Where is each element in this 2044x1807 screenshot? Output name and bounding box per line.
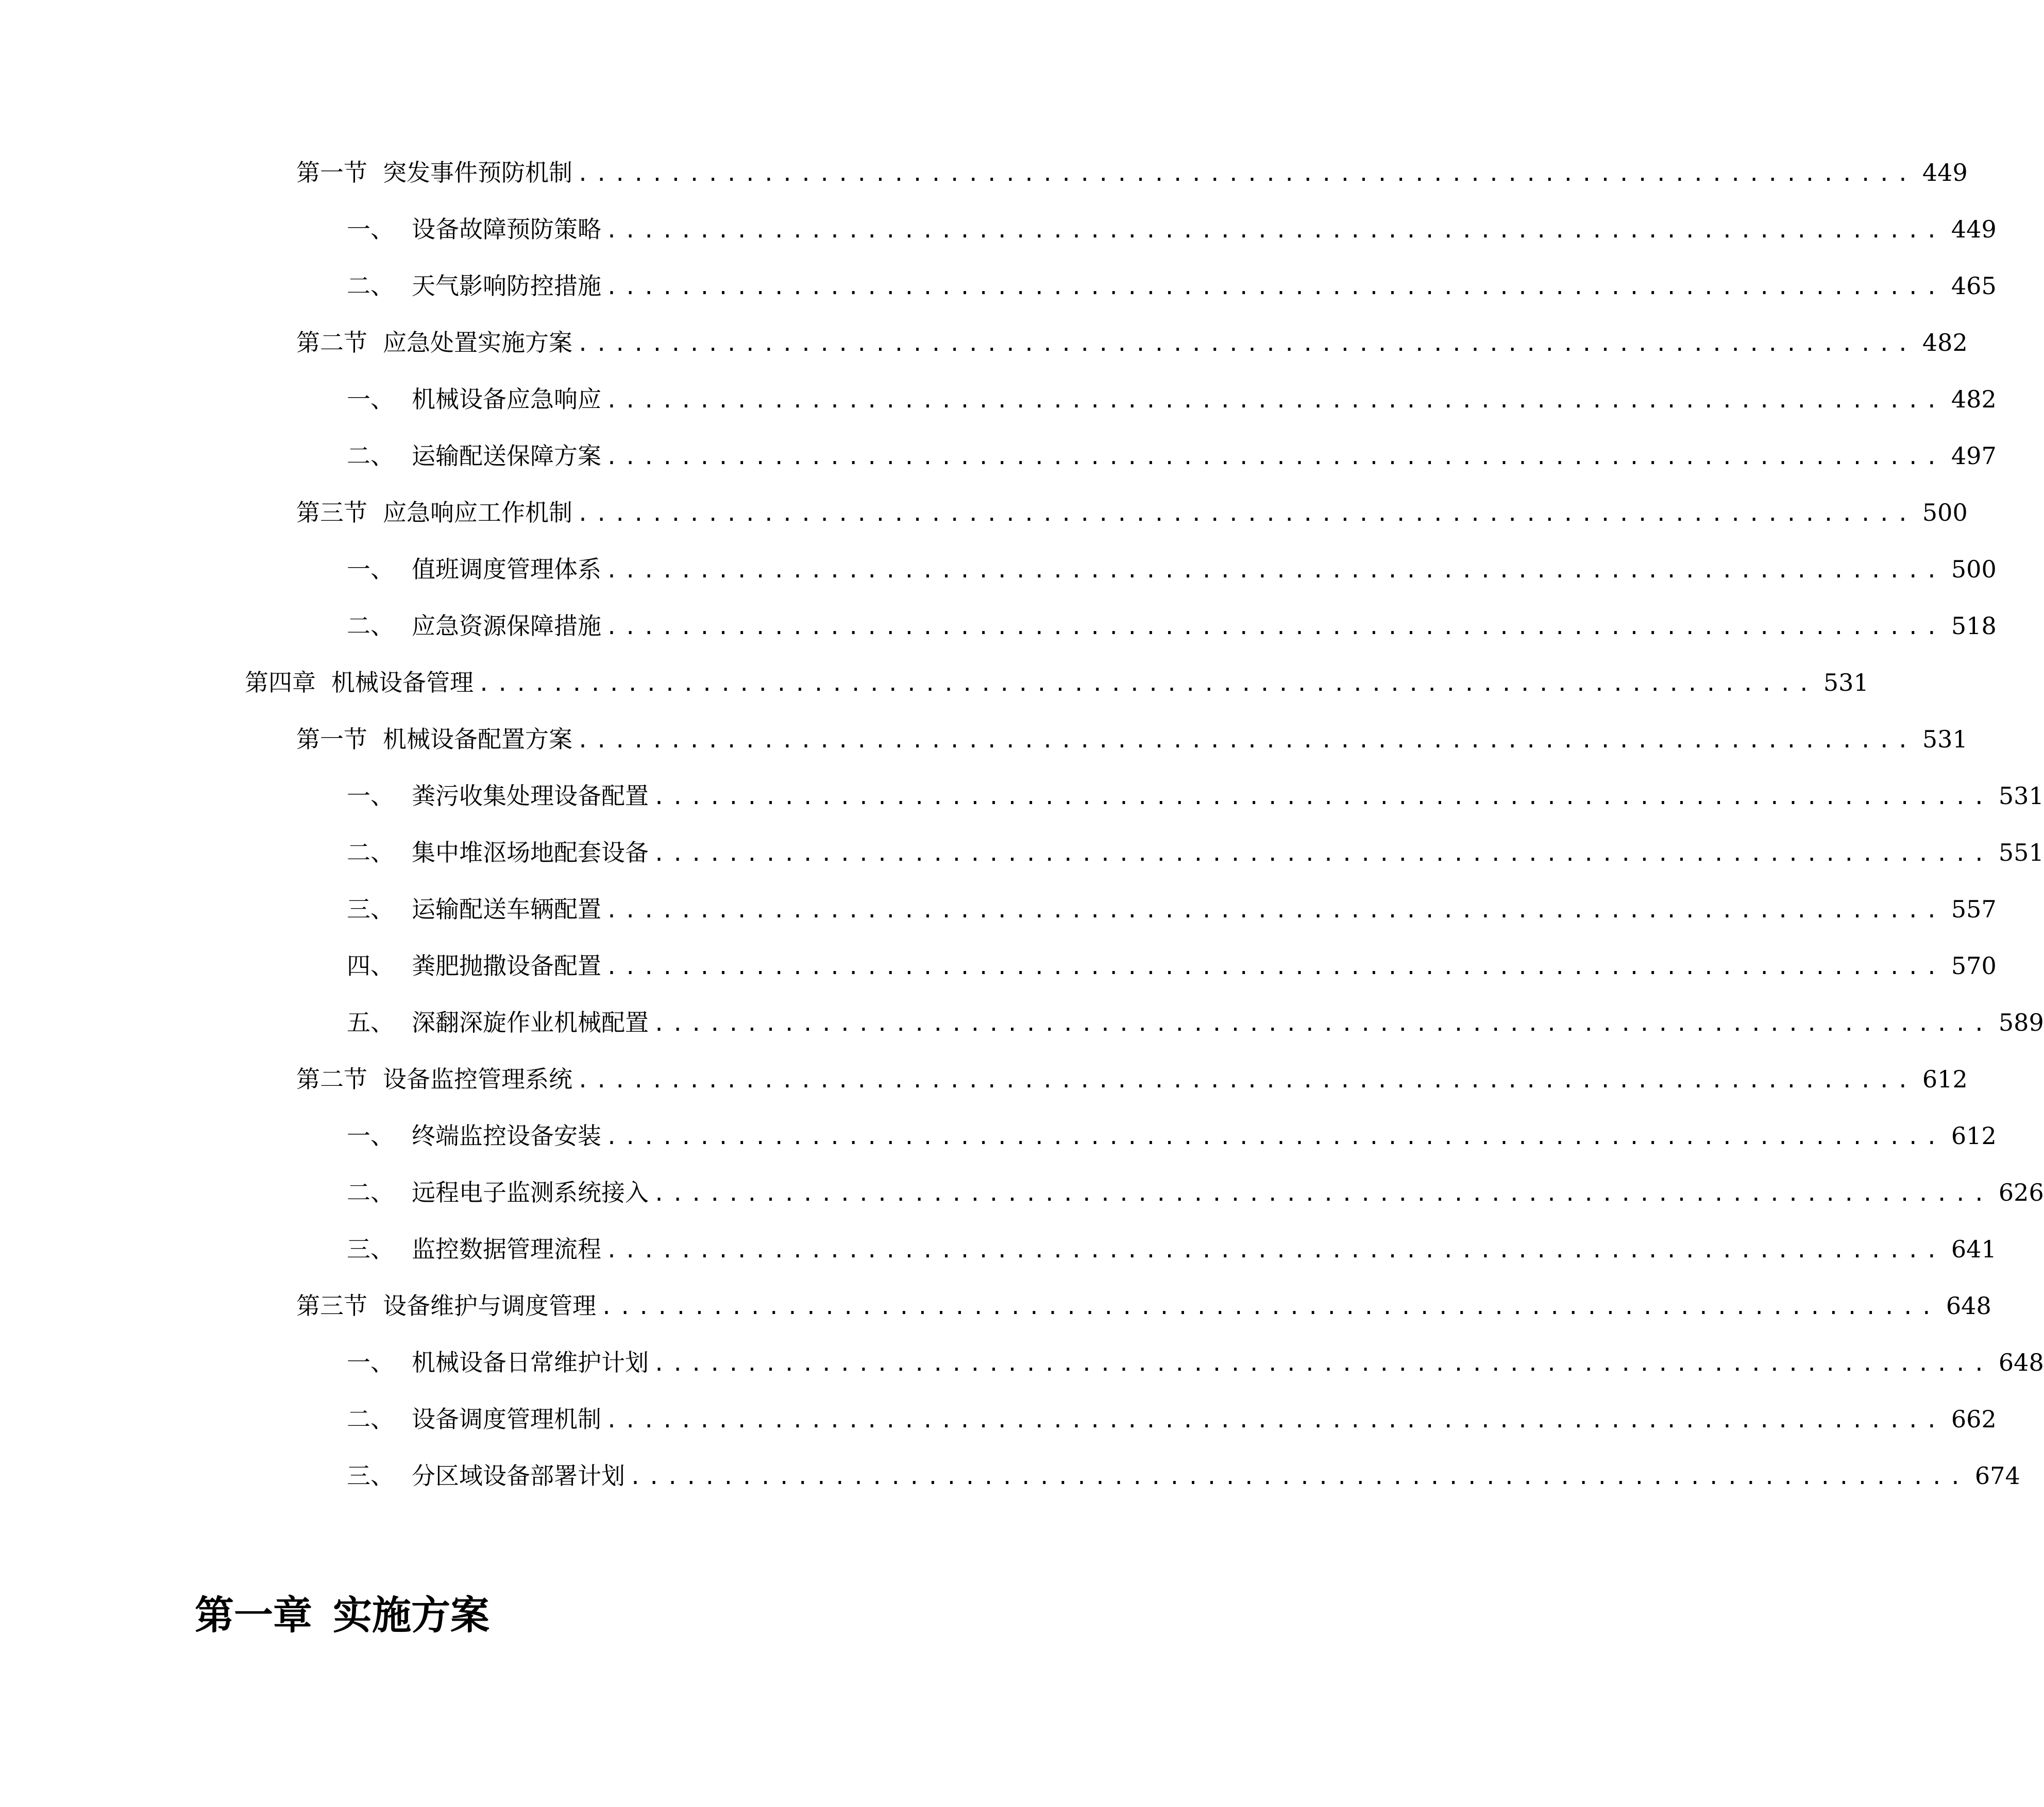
toc-entry-page: 482 [1922, 329, 1968, 356]
toc-entry[interactable] [296, 497, 1968, 528]
toc-entry-title: 机械设备应急响应 [412, 385, 601, 413]
toc-entry[interactable] [347, 214, 1997, 245]
toc-entry-number: 二、 [347, 1405, 394, 1433]
toc-entry-number: 第三节 [296, 499, 367, 526]
toc-entry-title: 值班调度管理体系 [412, 555, 601, 583]
toc-entry[interactable] [347, 1120, 1997, 1151]
toc-entry-number: 二、 [347, 1179, 394, 1206]
toc-entry-title: 粪肥抛撒设备配置 [412, 952, 601, 980]
toc-entry-page: 449 [1951, 215, 1997, 243]
toc-entry-page: 648 [1946, 1292, 1991, 1320]
dot-leader: ........................................................................ [605, 219, 1944, 243]
toc-entry[interactable] [347, 837, 2044, 868]
chapter-heading [195, 1590, 489, 1641]
toc-entry-title: 应急资源保障措施 [412, 612, 601, 640]
toc-entry-number: 三、 [347, 895, 394, 923]
toc-entry-number: 第二节 [296, 1065, 367, 1093]
toc-entry[interactable] [347, 384, 1997, 415]
toc-entry-page: 626 [1998, 1179, 2044, 1206]
dot-leader: ........................................................................ [605, 616, 1944, 639]
toc-entry-title: 机械设备配置方案 [383, 725, 572, 753]
toc-entry-number: 三、 [347, 1235, 394, 1263]
dot-leader: ........................................................................ [653, 1012, 1991, 1036]
toc-entry[interactable] [347, 440, 1997, 471]
dot-leader: ........................................................................ [577, 1069, 1915, 1093]
toc-entry-title: 粪污收集处理设备配置 [412, 782, 649, 810]
toc-entry-title: 应急响应工作机制 [383, 499, 572, 526]
toc-entry-page: 531 [1998, 782, 2044, 810]
toc-entry-title: 天气影响防控措施 [412, 272, 601, 300]
toc-entry-page: 497 [1951, 442, 1997, 470]
toc-entry[interactable] [347, 1177, 2044, 1208]
toc-entry[interactable] [347, 780, 2044, 811]
toc-entry[interactable] [347, 1404, 1997, 1435]
toc-entry[interactable] [347, 1347, 2044, 1378]
toc-entry-number: 二、 [347, 442, 394, 470]
toc-entry-page: 570 [1951, 952, 1997, 980]
toc-entry-page: 465 [1951, 272, 1997, 300]
toc-entry-title: 分区域设备部署计划 [412, 1462, 625, 1490]
chapter-title: 实施方案 [333, 1592, 489, 1638]
toc-entry-title: 运输配送保障方案 [412, 442, 601, 470]
dot-leader: ........................................................................ [605, 276, 1944, 299]
toc-entry[interactable] [347, 1460, 2020, 1491]
dot-leader: ........................................................................ [605, 446, 1944, 469]
toc-entry-page: 641 [1951, 1235, 1997, 1263]
toc-entry-number: 第四章 [245, 669, 316, 696]
toc-entry-number: 一、 [347, 215, 394, 243]
toc-entry[interactable] [296, 1064, 1968, 1095]
toc-entry[interactable] [347, 950, 1997, 981]
toc-entry-page: 449 [1922, 159, 1968, 186]
toc-entry-title: 应急处置实施方案 [383, 329, 572, 356]
toc-entry-page: 612 [1951, 1122, 1997, 1150]
toc-entry[interactable] [347, 1234, 1997, 1265]
toc-entry-title: 设备故障预防策略 [412, 215, 601, 243]
toc-entry-title: 突发事件预防机制 [383, 159, 572, 186]
toc-entry-page: 612 [1922, 1065, 1968, 1093]
toc-entry-page: 482 [1951, 385, 1997, 413]
dot-leader: ........................................................................ [605, 389, 1944, 413]
toc-entry-page: 589 [1998, 1009, 2044, 1036]
toc-entry-page: 662 [1951, 1405, 1997, 1433]
toc-entry-number: 一、 [347, 1349, 394, 1376]
dot-leader: ........................................................................ [629, 1465, 1968, 1489]
toc-entry-number: 第二节 [296, 329, 367, 356]
toc-entry-number: 一、 [347, 1122, 394, 1150]
toc-entry-page: 518 [1951, 612, 1997, 640]
toc-entry-title: 设备调度管理机制 [412, 1405, 601, 1433]
toc-entry-number: 二、 [347, 839, 394, 866]
dot-leader: ........................................................................ [605, 1239, 1944, 1263]
dot-leader: ........................................................................ [577, 502, 1915, 526]
toc-entry-number: 第一节 [296, 159, 367, 186]
toc-entry-title: 远程电子监测系统接入 [412, 1179, 649, 1206]
toc-entry-number: 五、 [347, 1009, 394, 1036]
toc-entry-page: 531 [1922, 725, 1968, 753]
dot-leader: ........................................................................ [653, 786, 1991, 809]
dot-leader: ........................................................................ [478, 672, 1816, 696]
toc-entry-title: 监控数据管理流程 [412, 1235, 601, 1263]
dot-leader: ........................................................................ [605, 1409, 1944, 1433]
toc-entry-number: 一、 [347, 385, 394, 413]
toc-entry-number: 二、 [347, 272, 394, 300]
dot-leader: ........................................................................ [605, 956, 1944, 979]
dot-leader: ........................................................................ [653, 842, 1991, 866]
toc-entry-title: 设备监控管理系统 [383, 1065, 572, 1093]
toc-entry-number: 第三节 [296, 1292, 367, 1320]
dot-leader: ........................................................................ [605, 899, 1944, 923]
dot-leader: ........................................................................ [605, 559, 1944, 583]
toc-entry-page: 500 [1922, 499, 1968, 526]
toc-entry-title: 深翻深旋作业机械配置 [412, 1009, 649, 1036]
toc-entry-title: 终端监控设备安装 [412, 1122, 601, 1150]
chapter-number: 第一章 [195, 1592, 312, 1638]
toc-entry[interactable] [347, 894, 1997, 925]
toc-entry-title: 集中堆沤场地配套设备 [412, 839, 649, 866]
toc-entry-number: 四、 [347, 952, 394, 980]
dot-leader: ........................................................................ [577, 332, 1915, 356]
toc-entry-page: 557 [1951, 895, 1997, 923]
dot-leader: ........................................................................ [605, 1126, 1944, 1149]
toc-entry[interactable] [347, 610, 1997, 641]
toc-entry[interactable] [347, 1007, 2044, 1038]
toc-entry-number: 二、 [347, 612, 394, 640]
toc-entry-page: 500 [1951, 555, 1997, 583]
toc-entry-page: 674 [1974, 1462, 2020, 1490]
toc-entry-number: 一、 [347, 782, 394, 810]
toc-entry[interactable] [296, 1290, 1991, 1321]
toc-entry[interactable] [347, 554, 1997, 585]
toc-entry-title: 设备维护与调度管理 [383, 1292, 596, 1320]
toc-entry[interactable] [296, 327, 1968, 358]
dot-leader: ........................................................................ [653, 1352, 1991, 1376]
toc-entry-number: 一、 [347, 555, 394, 583]
dot-leader: ........................................................................ [577, 729, 1915, 753]
dot-leader: ........................................................................ [577, 162, 1915, 186]
toc-entry[interactable] [296, 157, 1968, 188]
toc-entry[interactable] [245, 667, 1869, 698]
dot-leader: ........................................................................ [600, 1295, 1939, 1319]
toc-entry-page: 648 [1998, 1349, 2044, 1376]
toc-entry-number: 第一节 [296, 725, 367, 753]
toc-entry-title: 机械设备管理 [331, 669, 474, 696]
toc-entry-title: 机械设备日常维护计划 [412, 1349, 649, 1376]
toc-entry[interactable] [347, 270, 1997, 301]
toc-entry-title: 运输配送车辆配置 [412, 895, 601, 923]
toc-entry-page: 551 [1998, 839, 2044, 866]
toc-entry[interactable] [296, 724, 1968, 755]
dot-leader: ........................................................................ [653, 1182, 1991, 1206]
toc-entry-page: 531 [1823, 669, 1869, 696]
toc-entry-number: 三、 [347, 1462, 394, 1490]
